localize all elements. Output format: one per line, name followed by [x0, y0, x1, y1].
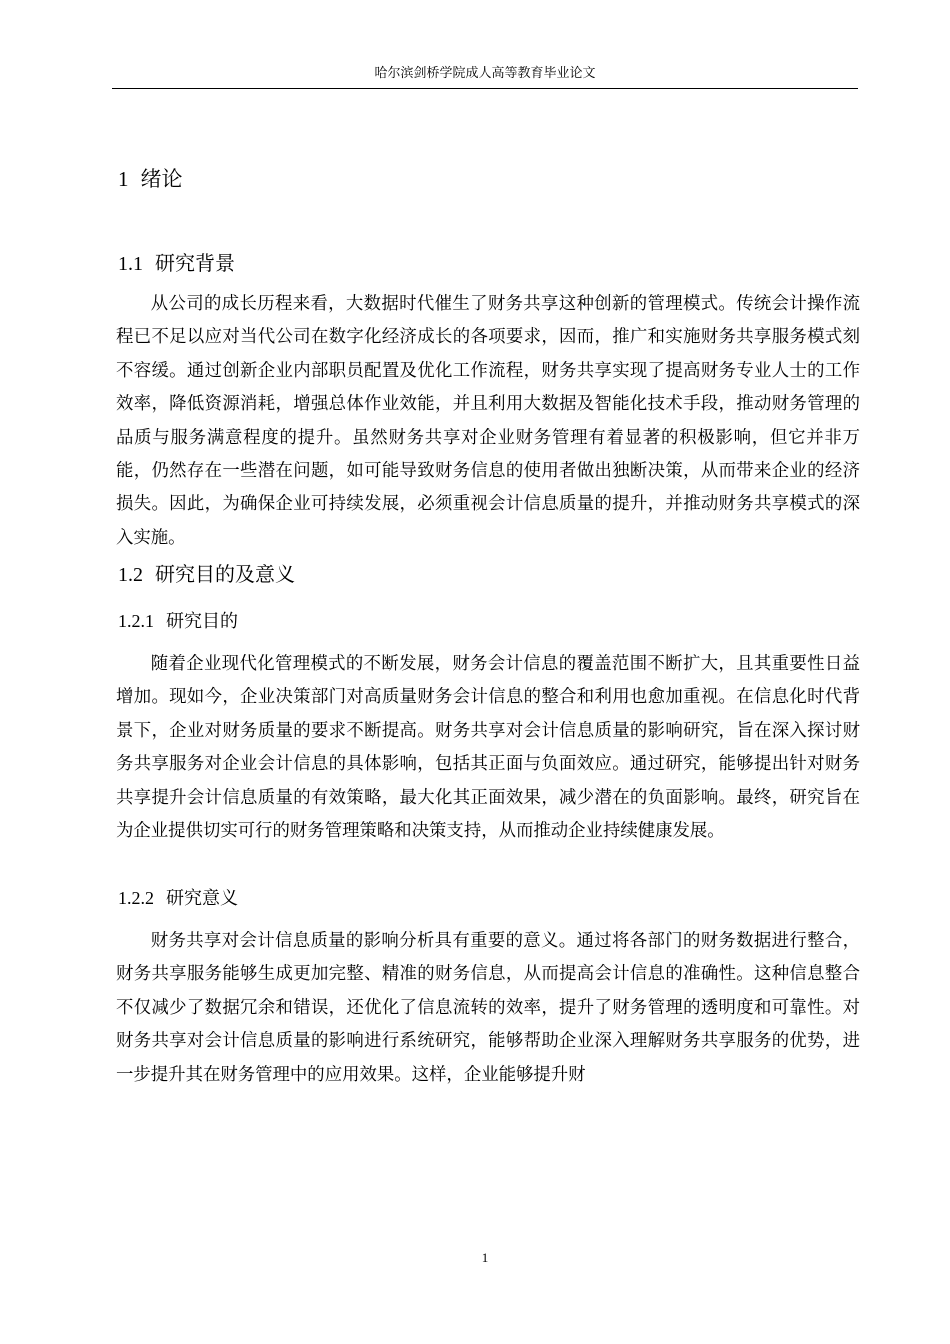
section-title: 研究背景: [155, 251, 235, 275]
chapter-heading: [118, 164, 183, 194]
subsection-number: 1.2.2: [118, 888, 154, 908]
section-heading-1-1: [118, 249, 235, 278]
subsection-heading-1-2-2: [118, 885, 238, 912]
section-title: 研究目的及意义: [155, 562, 295, 586]
section-number: 1.2: [118, 564, 143, 586]
subsection-title: 研究目的: [166, 611, 238, 632]
page-number: 1: [481, 1250, 489, 1265]
chapter-title: 绪论: [140, 167, 183, 191]
page-header: 哈尔滨剑桥学院成人高等教育毕业论文: [374, 66, 596, 81]
section-heading-1-2: [118, 560, 295, 589]
subsection-heading-1-2-1: [118, 608, 238, 635]
paragraph-research-purpose: 随着企业现代化管理模式的不断发展，财务会计信息的覆盖范围不断扩大，且其重要性日益增加。现如今，企业决策部门对高质量财务会计信息的整合和利用也愈加重视。在信息化时代背景下，企业对财务质量的要求不断提高。财务共享对会计信息质量的影响研究，旨在深入探讨财务共享服务对企业会计信息的具体影响，包括其正面与负面效应。通过研究，能够提出针对财务共享提升会计信息质量的有效策略，最大化其正面效果，减少潜在的负面影响。最终，研究旨在为企业提供切实可行的财务管理策略和决策支持，从而推动企业持续健康发展。: [116, 654, 860, 842]
subsection-title: 研究意义: [166, 888, 238, 909]
paragraph-research-background: 从公司的成长历程来看，大数据时代催生了财务共享这种创新的管理模式。传统会计操作流程已不足以应对当代公司在数字化经济成长的各项要求，因而，推广和实施财务共享服务模式刻不容缓。通过创新企业内部职员配置及优化工作流程，财务共享实现了提高财务专业人士的工作效率，降低资源消耗，增强总体作业效能，并且利用大数据及智能化技术手段，推动财务管理的品质与服务满意程度的提升。虽然财务共享对企业财务管理有着显著的积极影响，但它并非万能，仍然存在一些潜在问题，如可能导致财务信息的使用者做出独断决策，从而带来企业的经济损失。因此，为确保企业可持续发展，必须重视会计信息质量的提升，并推动财务共享模式的深入实施。: [116, 294, 860, 548]
subsection-number: 1.2.1: [118, 611, 154, 631]
paragraph-research-significance: 财务共享对会计信息质量的影响分析具有重要的意义。通过将各部门的财务数据进行整合，财务共享服务能够生成更加完整、精准的财务信息，从而提高会计信息的准确性。这种信息整合不仅减少了数据冗余和错误，还优化了信息流转的效率，提升了财务管理的透明度和可靠性。对财务共享对会计信息质量的影响进行系统研究，能够帮助企业深入理解财务共享服务的优势，进一步提升其在财务管理中的应用效果。这样，企业能够提升财: [116, 931, 860, 1085]
chapter-number: 1: [118, 167, 129, 191]
header-rule: [112, 88, 858, 89]
section-number: 1.1: [118, 253, 143, 275]
